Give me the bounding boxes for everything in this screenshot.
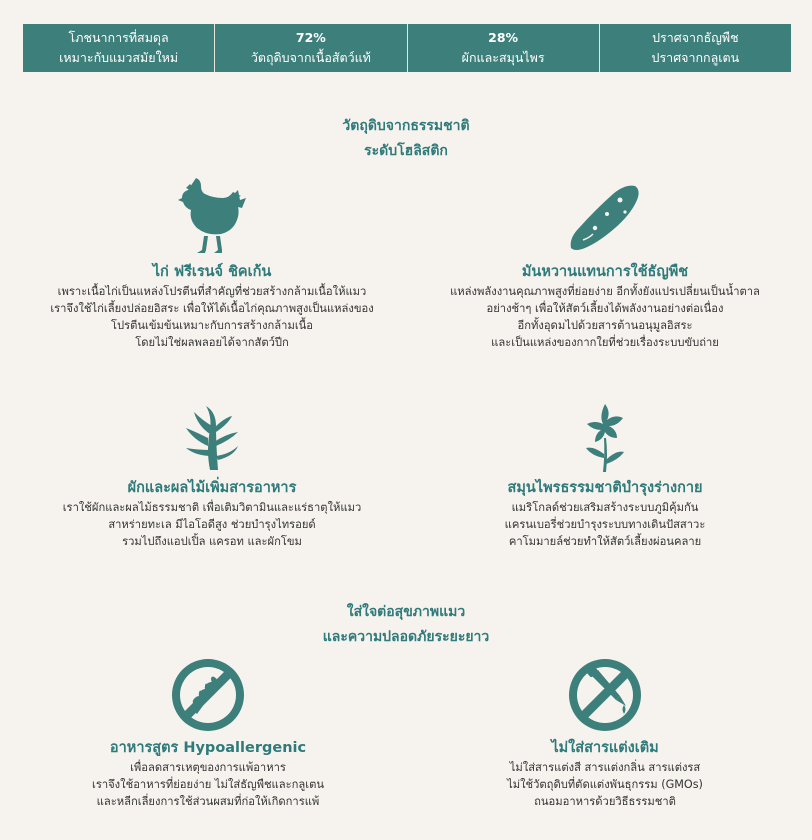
feature-bar bbox=[23, 24, 791, 72]
feature-description bbox=[12, 283, 412, 351]
feature-title: ไม่ใส่สารแต่งเติม bbox=[551, 740, 659, 756]
feature-no-additives bbox=[405, 656, 805, 810]
section-title-natural bbox=[0, 114, 812, 164]
feature-title: สมุนไพรธรรมชาติบำรุงร่างกาย bbox=[507, 480, 703, 496]
feature-line: และเป็นแหล่งของกากใยที่ช่วยเรื่องระบบขับถ่าย bbox=[491, 336, 719, 349]
chicken-icon bbox=[172, 178, 252, 258]
feature-line: ไม่ใส่สารแต่งสี สารแต่งกลิ่น สารแต่งรส bbox=[509, 761, 701, 774]
feature-line: แมริโกลด์ช่วยเสริมสร้างระบบภูมิคุ้มกัน bbox=[511, 501, 699, 514]
feature-bar-line: เหมาะกับแมวสมัยใหม่ bbox=[59, 50, 179, 65]
section-title-line: ใส่ใจต่อสุขภาพแมว bbox=[346, 604, 466, 620]
feature-line: สาหร่ายทะเล มีไอโอดีสูง ช่วยบำรุงไทรอยด์ bbox=[108, 518, 316, 531]
feature-bar-line: ปราศจากกลูเตน bbox=[651, 50, 740, 65]
feature-line: และหลีกเลี่ยงการใช้ส่วนผสมที่ก่อให้เกิดการแพ้ bbox=[96, 795, 320, 808]
feature-description bbox=[405, 499, 805, 550]
feature-title: ไก่ ฟรีเรนจ์ ชิคเก้น bbox=[152, 264, 272, 280]
veg-percentage: 28% bbox=[488, 30, 519, 45]
feature-line: รวมไปถึงแอปเปิ้ล แครอท และผักโขม bbox=[122, 535, 302, 548]
feature-bar-cell bbox=[600, 24, 791, 72]
feature-line: เพื่อลดสารเหตุของการแพ้อาหาร bbox=[130, 761, 286, 774]
feature-line: เราจึงใช้ไก่เลี้ยงปล่อยอิสระ เพื่อให้ได้เนื้อไก่คุณภาพสูงเป็นแหล่งของ bbox=[50, 302, 374, 315]
feature-line: ถนอมอาหารด้วยวิธีธรรมชาติ bbox=[534, 795, 676, 808]
feature-title: อาหารสูตร Hypoallergenic bbox=[109, 740, 307, 756]
feature-line: อย่างช้าๆ เพื่อให้สัตว์เลี้ยงได้พลังงานอย่างต่อเนื่อง bbox=[486, 302, 724, 315]
seaweed-icon bbox=[174, 398, 250, 474]
feature-title: มันหวานแทนการใช้ธัญพืช bbox=[521, 264, 689, 280]
feature-description bbox=[405, 759, 805, 810]
section-title-health bbox=[0, 600, 812, 650]
feature-bar-cell bbox=[23, 24, 215, 72]
feature-line: เราจึงใช้อาหารที่ย่อยง่าย ไม่ใส่ธัญพืชและกลูเตน bbox=[92, 778, 324, 791]
feature-bar-line: โภชนาการที่สมดุล bbox=[68, 30, 169, 45]
section-title-line: ระดับโฮลิสติก bbox=[364, 143, 448, 159]
feature-line: โดยไม่ใช่ผลพลอยได้จากสัตว์ปีก bbox=[135, 336, 289, 349]
feature-line: แครนเบอรี่ช่วยบำรุงระบบทางเดินปัสสาวะ bbox=[504, 518, 706, 531]
feature-line: คาโมมายล์ช่วยทำให้สัตว์เลี้ยงผ่อนคลาย bbox=[508, 535, 702, 548]
feature-title: ผักและผลไม้เพิ่มสารอาหาร bbox=[127, 480, 297, 496]
feature-bar-cell bbox=[408, 24, 600, 72]
feature-hypoallergenic bbox=[8, 656, 408, 810]
feature-line: แหล่งพลังงานคุณภาพสูงที่ย่อยง่าย อีกทั้งยังแปรเปลี่ยนเป็นน้ำตาล bbox=[450, 285, 760, 298]
section-title-line: และความปลอดภัยระยะยาว bbox=[322, 629, 490, 645]
feature-chicken bbox=[12, 178, 412, 351]
sweet-potato-icon bbox=[565, 178, 645, 258]
feature-description bbox=[405, 283, 805, 351]
feature-line: เพราะเนื้อไก่เป็นแหล่งโปรตีนที่สำคัญที่ช่วยสร้างกล้ามเนื้อให้แมว bbox=[57, 285, 367, 298]
no-grain-icon bbox=[169, 656, 247, 734]
no-additive-icon bbox=[566, 656, 644, 734]
feature-herbs bbox=[405, 398, 805, 550]
feature-line: อีกทั้งอุดมไปด้วยสารต้านอนุมูลอิสระ bbox=[517, 319, 693, 332]
feature-line: โปรตีนเข้มข้นเหมาะกับการสร้างกล้ามเนื้อ bbox=[110, 319, 314, 332]
feature-bar-line: วัตถุดิบจากเนื้อสัตว์แท้ bbox=[250, 50, 371, 65]
feature-sweet-potato bbox=[405, 178, 805, 351]
section-title-line: วัตถุดิบจากธรรมชาติ bbox=[342, 118, 470, 134]
feature-line: เราใช้ผักและผลไม้ธรรมชาติ เพื่อเติมวิตามินและแร่ธาตุให้แมว bbox=[62, 501, 362, 514]
feature-bar-cell bbox=[215, 24, 407, 72]
meat-percentage: 72% bbox=[295, 30, 326, 45]
feature-bar-line: ปราศจากธัญพืช bbox=[652, 30, 739, 45]
feature-description bbox=[12, 499, 412, 550]
feature-bar-line: ผักและสมุนไพร bbox=[461, 50, 545, 65]
flower-icon bbox=[567, 398, 643, 474]
feature-vegetables bbox=[12, 398, 412, 550]
feature-line: ไม่ใช้วัตถุดิบที่ตัดแต่งพันธุกรรม (GMOs) bbox=[507, 778, 703, 791]
feature-description bbox=[8, 759, 408, 810]
